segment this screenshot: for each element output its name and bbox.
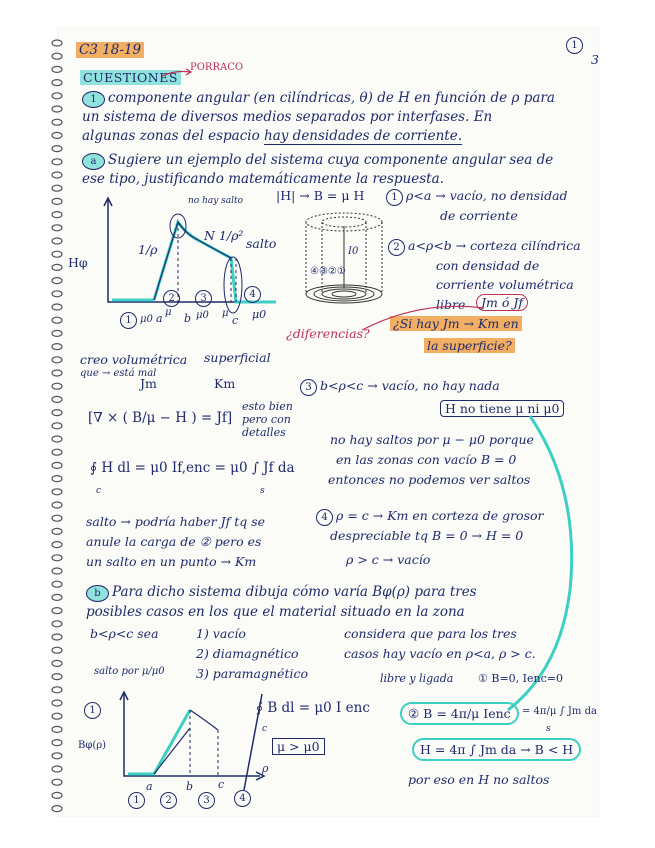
cylinder-current-label: I0	[348, 246, 359, 257]
spiral-ring	[52, 726, 62, 732]
spiral-ring	[52, 317, 62, 323]
spiral-ring	[52, 740, 62, 746]
spiral-ring	[52, 555, 62, 561]
graph2-zone-4: 4	[234, 790, 254, 807]
spiral-ring	[52, 53, 62, 59]
diferencias-label: ¿diferencias?	[286, 326, 370, 341]
graph1-label-b: b	[184, 312, 192, 325]
entonces-note: entonces no podemos ver saltos	[328, 472, 531, 487]
page-edge-mark: 3	[591, 52, 599, 67]
graph1-no-hay-salto: no hay salto	[188, 196, 244, 206]
que-esta-mal: que → está mal	[80, 368, 157, 379]
question-b-line2: posibles casos en los que el material situado en la zona	[86, 604, 465, 620]
spiral-ring	[52, 198, 62, 204]
considera-line1: considera que para los tres	[344, 626, 517, 641]
graph1-n-one-over-rho2: N 1/ρ²	[204, 228, 244, 243]
libre-ligada: libre y ligada	[380, 672, 454, 685]
salto-text2: anule la carga de ② pero es	[86, 534, 262, 549]
graph1-zone-3: 3	[195, 290, 215, 307]
option-diamagnetico: 2) diamagnético	[196, 646, 299, 661]
por-eso-note: por eso en H no saltos	[408, 772, 550, 787]
spiral-ring	[52, 132, 62, 138]
spiral-ring	[52, 172, 62, 178]
spiral-ring	[52, 608, 62, 614]
question-a-line2: ese tipo, justificando matemáticamente la respuesta.	[82, 171, 444, 187]
note-zone2: 2 a<ρ<b → corteza cilíndrica	[388, 238, 581, 256]
jm-label: Jm	[140, 376, 157, 391]
considera-line2: casos hay vacío en ρ<a, ρ > c.	[344, 646, 536, 661]
spiral-ring	[52, 291, 62, 297]
graph2-zone-1b: 1	[128, 792, 148, 809]
graph2-zone-2: 2	[160, 792, 180, 809]
cylinder-sketch	[296, 208, 392, 312]
question-a-line1: a Sugiere un ejemplo del sistema cuya componente angular sea de	[82, 152, 553, 170]
graph1-one-over-rho: 1/ρ	[138, 242, 158, 257]
case1-note: ① B=0, Ienc=0	[478, 672, 563, 685]
graph1-mu0-mid: μ0	[196, 310, 209, 321]
spiral-ring	[52, 344, 62, 350]
spiral-ring	[52, 212, 62, 218]
question-b-line3: b<ρ<c sea	[90, 626, 159, 641]
spiral-ring	[52, 396, 62, 402]
question1-line2: un sistema de diversos medios separados por interfases. En	[82, 109, 493, 125]
note-zone4b: despreciable tq B = 0 → H = 0	[330, 528, 524, 543]
cylinder-zones: ④③②①	[310, 266, 346, 277]
relation-b-mu-h: |H| → B = μ H	[276, 188, 365, 203]
integral-b-s: s	[546, 724, 551, 734]
spiral-ring	[52, 238, 62, 244]
spiral-ring	[52, 449, 62, 455]
integral-equation: ∮ H dl = μ0 If,enc = μ0 ∫ Jf da	[90, 460, 295, 476]
note-zone4: 4 ρ = c → Km en corteza de grosor	[316, 508, 544, 526]
spiral-ring	[52, 383, 62, 389]
section-title: CUESTIONES	[80, 70, 181, 85]
spiral-ring	[52, 647, 62, 653]
spiral-ring	[52, 568, 62, 574]
spiral-ring	[52, 93, 62, 99]
h-no-tiene-box: H no tiene μ ni μ0	[440, 400, 564, 417]
diferencias-arrow	[360, 300, 490, 340]
question1-line1: 1 componente angular (en cilíndricas, θ) de H en función de ρ para	[82, 90, 555, 108]
graph1-label-c: c	[232, 314, 239, 327]
question-highlight-b: la superficie?	[424, 338, 515, 353]
esto-bien-note: esto bien pero con detalles	[242, 400, 293, 439]
spiral-ring	[52, 594, 62, 600]
spiral-ring	[52, 621, 62, 627]
spiral-ring	[52, 674, 62, 680]
salto-text1: salto → podría haber Jf tq se	[86, 514, 266, 529]
spiral-ring	[52, 66, 62, 72]
graph1-zone-2: 2	[163, 290, 183, 307]
note-zone4c: ρ > c → vacío	[346, 552, 431, 567]
graph2-label-c: c	[218, 778, 225, 791]
graph2-xlabel: ρ	[262, 762, 269, 775]
spiral-ring	[52, 634, 62, 640]
question1-line3: algunas zonas del espacio hay densidades de corriente.	[82, 128, 463, 144]
spiral-ring	[52, 502, 62, 508]
graph2-label-a: a	[146, 780, 153, 793]
spiral-ring	[52, 410, 62, 416]
spiral-ring	[52, 700, 62, 706]
spiral-ring	[52, 660, 62, 666]
en-las-zonas: en las zonas con vacío B = 0	[336, 452, 517, 467]
graph2-zone-1: 1	[84, 702, 104, 719]
spiral-ring	[52, 40, 62, 46]
superficial-label: superficial	[204, 350, 271, 365]
case2-lhs: ② B = 4π/μ Ienc	[400, 702, 519, 725]
no-hay-saltos: no hay saltos por μ − μ0 porque	[330, 432, 534, 447]
integral-c: c	[96, 486, 102, 496]
spiral-ring	[52, 489, 62, 495]
spiral-ring	[52, 119, 62, 125]
case2-rhs: = 4π/μ ∫ Jm da	[522, 706, 597, 717]
graph1-mu-right: μ	[222, 308, 229, 319]
note-jm-jf-box: Jm ó Jf	[476, 294, 528, 311]
graph1-mu0-right: μ0	[252, 308, 267, 321]
integral-b-equation: ∮ B dl = μ0 I enc	[256, 700, 370, 716]
spiral-ring	[52, 462, 62, 468]
spiral-ring	[52, 476, 62, 482]
note-zone2d: libre	[436, 297, 466, 312]
spiral-ring	[52, 766, 62, 772]
spiral-ring	[52, 515, 62, 521]
spiral-ring	[52, 330, 62, 336]
author-arrow	[160, 66, 200, 80]
spiral-ring	[52, 106, 62, 112]
spiral-ring	[52, 357, 62, 363]
option-paramagnetico: 3) paramagnético	[196, 666, 308, 681]
option-vacio: 1) vacío	[196, 626, 246, 641]
graph1-ylabel: Hφ	[68, 255, 88, 270]
graph1-zone-1: 1	[120, 312, 140, 329]
question-b-line1: b Para dicho sistema dibuja cómo varía Bφ(ρ) para tres	[86, 584, 477, 602]
mu-gt-mu0-box: μ > μ0	[272, 738, 325, 755]
spiral-ring	[52, 80, 62, 86]
spiral-ring	[52, 792, 62, 798]
graph2-zone-3: 3	[198, 792, 218, 809]
note-zone1b: de corriente	[440, 208, 518, 223]
graph2-ylabel: Bφ(ρ)	[78, 740, 107, 751]
creo-volumetrica: creo volumétrica	[80, 352, 188, 367]
graph1-mu-left: μ	[165, 307, 172, 318]
spiral-ring	[52, 225, 62, 231]
question-highlight-a: ¿Si hay Jm → Km en	[390, 316, 522, 331]
salto-por-mu: salto por μ/μ0	[94, 666, 165, 677]
km-label: Km	[214, 376, 236, 391]
spiral-ring	[52, 687, 62, 693]
spiral-ring	[52, 146, 62, 152]
graph1-label-a: a	[156, 312, 163, 325]
spiral-ring	[52, 159, 62, 165]
note-zone1: 1 ρ<a → vacío, no densidad	[386, 188, 568, 206]
note-zone2c: corriente volumétrica	[436, 277, 574, 292]
graph2-label-b: b	[186, 780, 194, 793]
graph1-mu0-left: μ0	[140, 314, 153, 325]
spiral-ring	[52, 753, 62, 759]
integral-s: s	[260, 486, 265, 496]
header-code: C3 18-19	[76, 42, 144, 58]
curl-equation: [∇ × ( B/μ − H ) = Jf]	[88, 410, 233, 426]
spiral-ring	[52, 278, 62, 284]
spiral-ring	[52, 581, 62, 587]
spiral-ring	[52, 423, 62, 429]
spiral-ring	[52, 436, 62, 442]
spiral-ring	[52, 713, 62, 719]
graph1-salto: salto	[246, 236, 277, 251]
h-equation: H = 4π ∫ Jm da → B < H	[412, 738, 581, 761]
spiral-ring	[52, 542, 62, 548]
page-number: 1	[566, 36, 586, 54]
spiral-ring	[52, 779, 62, 785]
spiral-ring	[52, 185, 62, 191]
spiral-ring	[52, 806, 62, 812]
integral-b-c: c	[262, 724, 268, 734]
spiral-ring	[52, 264, 62, 270]
spiral-ring	[52, 528, 62, 534]
author-label: PORRACO	[190, 62, 244, 73]
note-zone3: 3 b<ρ<c → vacío, no hay nada	[300, 378, 500, 396]
salto-text3: un salto en un punto → Km	[86, 554, 257, 569]
note-zone2b: con densidad de	[436, 258, 540, 273]
spiral-ring	[52, 370, 62, 376]
spiral-ring	[52, 251, 62, 257]
graph1-zone-4: 4	[244, 286, 264, 303]
spiral-binding	[50, 35, 64, 815]
spiral-ring	[52, 304, 62, 310]
